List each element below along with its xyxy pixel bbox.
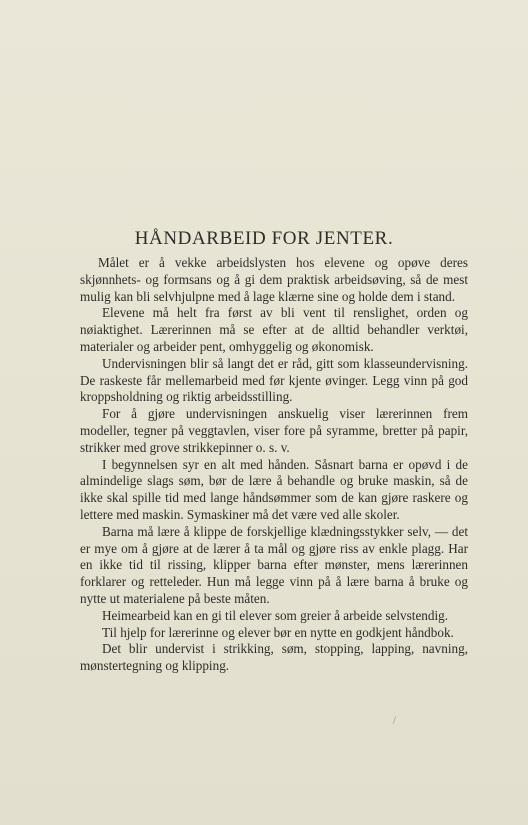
page-title: HÅNDARBEID FOR JENTER.: [134, 228, 394, 249]
paragraph: Det blir undervist i strikking, søm, stopping, lapping, navning, mønstertegning og klipping.: [80, 641, 468, 674]
paragraph: Målet er å vekke arbeidslysten hos elevene og opøve deres skjønnhets- og formsans og å gi dem praktisk arbeidsøving, så de mest mulig kan bli selvhjulpne med å lage klærne sine og holde dem i stand.: [80, 255, 468, 304]
paragraph: Heimearbeid kan en gi til elever som greier å arbeide selvstendig.: [102, 607, 449, 623]
paragraph: For å gjøre undervisningen anskuelig viser lærerinnen frem modeller, tegner på veggtavlen, viser fore på syramme, bretter på papir, strikker med grove strikkepinner o. s. v.: [80, 406, 468, 455]
paragraph: Barna må lære å klippe de forskjellige klædningsstykker selv, — det er mye om å gjøre at de lærer å ta mål og gjøre riss av enkle plagg. Har en ikke tid til rissing, klipper barna efter mønster, mens lærerinnen forklarer og retteleder. Hun må legge vinn på å lære barna å bruke og nytte ut materialene på beste måten.: [80, 523, 468, 606]
paragraph: Til hjelp for lærerinne og elever bør en nytte en godkjent håndbok.: [102, 624, 454, 640]
body-text: [80, 255, 468, 675]
paragraph: Elevene må helt fra først av bli vent til renslighet, orden og nøiaktighet. Lærerinnen må se efter at de alltid behandler verktøi, materialer og arbeider pent, omhyggelig og økonomisk.: [80, 305, 468, 354]
ink-mark: [393, 716, 396, 724]
paragraph: Undervisningen blir så langt det er råd, gitt som klasseundervisning. De raskeste får mellemarbeid med før kjente øvinger. Legg vinn på god kroppsholdning og riktig arbeidsstilling.: [80, 355, 468, 405]
paragraph: I begynnelsen syr en alt med hånden. Såsnart barna er opøvd i de almindelige slags søm, bør de lære å behandle og bruke maskin, så de ikke skal spille tid med lange håndsømmer som de kan gjøre raskere og lettere med maskin. Symaskiner må det være ved alle skoler.: [80, 456, 468, 522]
